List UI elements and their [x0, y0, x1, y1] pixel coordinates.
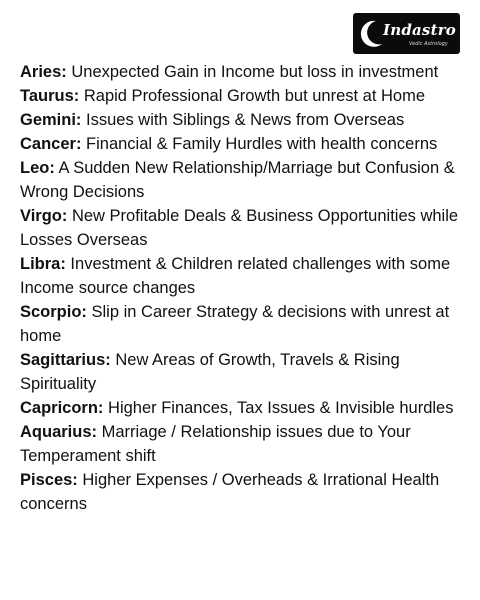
list-item-pisces: [20, 468, 470, 516]
sign-prediction: Unexpected Gain in Income but loss in investment: [66, 63, 439, 81]
sign-name: Virgo:: [20, 207, 68, 225]
sign-prediction: Rapid Professional Growth but unrest at Home: [79, 87, 426, 105]
sign-name: Sagittarius:: [20, 351, 111, 369]
list-item-sagittarius: [20, 348, 470, 396]
sign-prediction: Issues with Siblings & News from Overseas: [81, 111, 405, 129]
sign-name: Capricorn:: [20, 399, 104, 417]
list-item-gemini: [20, 108, 470, 132]
sign-name: Pisces:: [20, 471, 78, 489]
sign-prediction: Slip in Career Strategy & decisions with unrest at home: [20, 303, 450, 345]
list-item-taurus: [20, 84, 470, 108]
sign-prediction: A Sudden New Relationship/Marriage but Confusion & Wrong Decisions: [20, 159, 455, 201]
logo-brand: Indastro: [383, 21, 457, 39]
sign-prediction: Investment & Children related challenges with some Income source changes: [20, 255, 451, 297]
list-item-cancer: [20, 132, 470, 156]
sign-name: Taurus:: [20, 87, 80, 105]
list-item-leo: [20, 156, 470, 204]
list-item-aquarius: [20, 420, 470, 468]
indastro-logo: [353, 13, 460, 54]
list-item-virgo: [20, 204, 470, 252]
horoscope-list: [20, 60, 470, 516]
sign-name: Aries:: [20, 63, 67, 81]
sign-prediction: Marriage / Relationship issues due to Your Temperament shift: [20, 423, 411, 465]
list-item-capricorn: [20, 396, 470, 420]
sign-name: Scorpio:: [20, 303, 87, 321]
sign-prediction: Higher Finances, Tax Issues & Invisible hurdles: [103, 399, 454, 417]
list-item-libra: [20, 252, 470, 300]
sign-prediction: New Areas of Growth, Travels & Rising Spirituality: [20, 351, 400, 393]
sign-name: Gemini:: [20, 111, 82, 129]
sign-name: Libra:: [20, 255, 66, 273]
list-item-aries: [20, 60, 470, 84]
list-item-scorpio: [20, 300, 470, 348]
sign-prediction: New Profitable Deals & Business Opportunities while Losses Overseas: [20, 207, 459, 249]
sign-name: Leo:: [20, 159, 55, 177]
logo-tagline: Vedic Astrology: [409, 41, 448, 47]
sign-prediction: Higher Expenses / Overheads & Irrational Health concerns: [20, 471, 440, 513]
sign-name: Cancer:: [20, 135, 82, 153]
sign-prediction: Financial & Family Hurdles with health concerns: [81, 135, 438, 153]
sign-name: Aquarius:: [20, 423, 98, 441]
